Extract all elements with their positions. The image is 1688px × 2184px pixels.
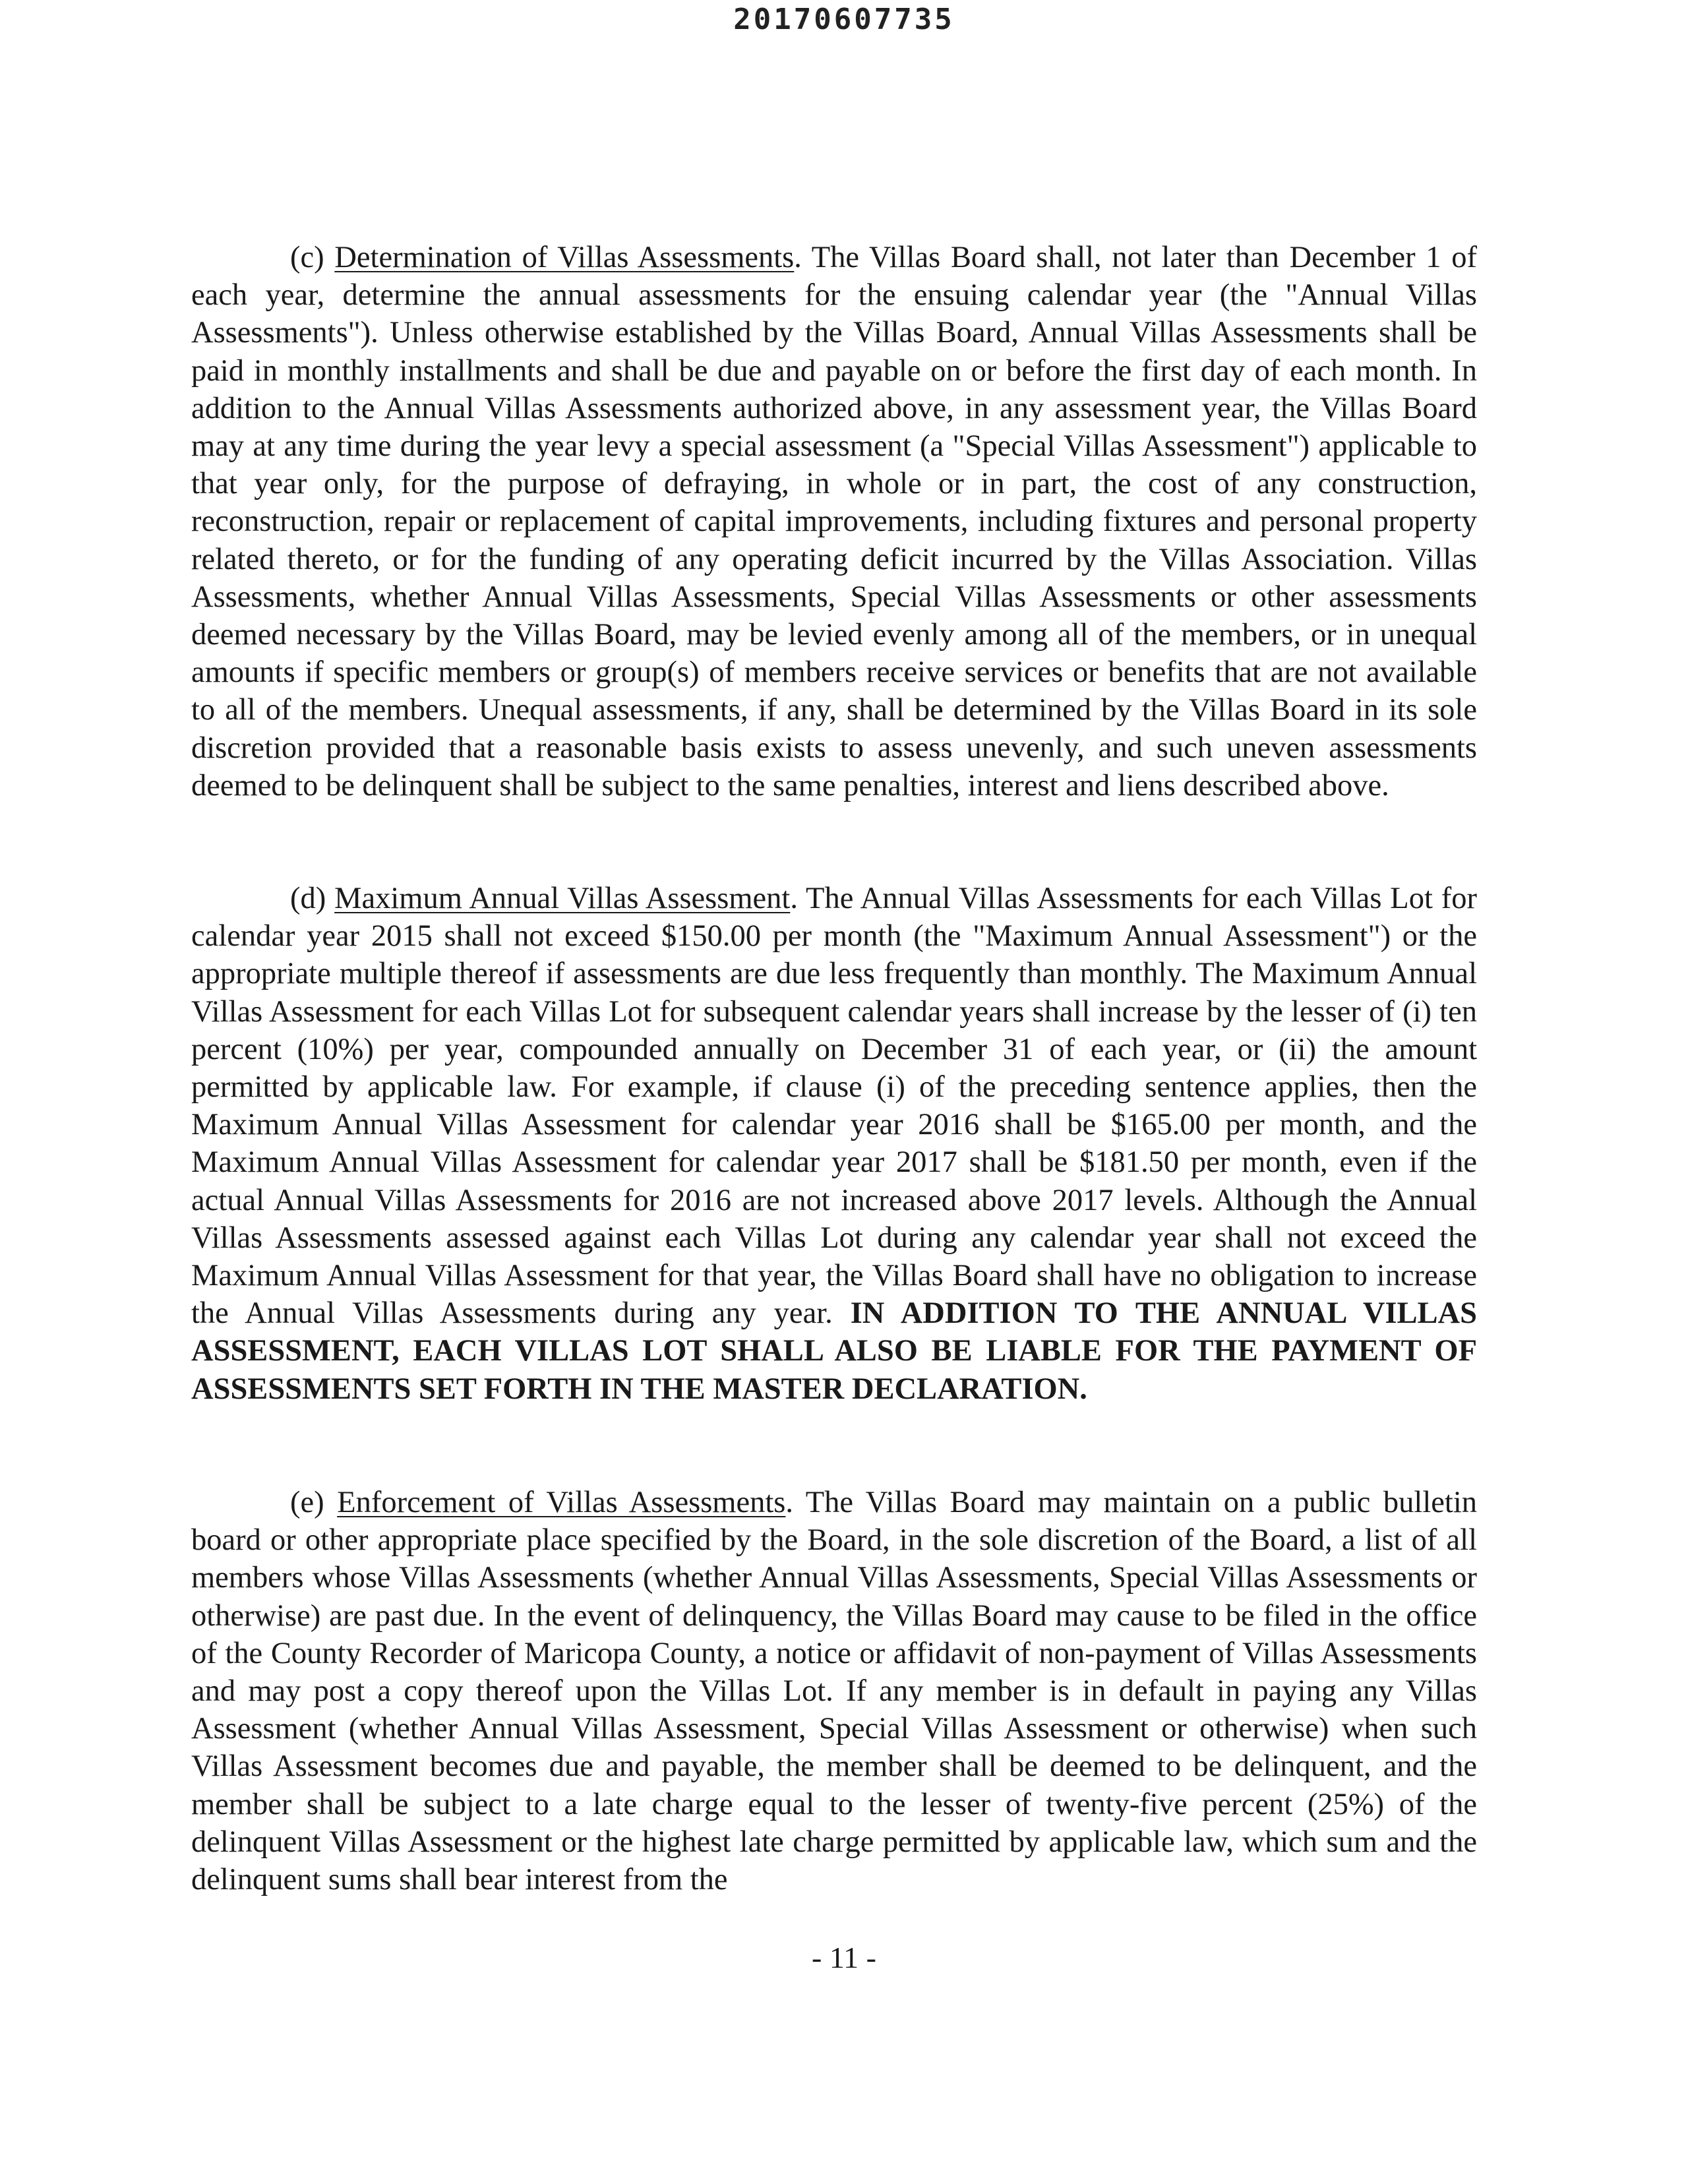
paragraph-e-label: (e) xyxy=(290,1486,324,1519)
paragraph-e xyxy=(191,1484,1477,1898)
paragraph-e-heading: Enforcement of Villas Assessments xyxy=(337,1486,786,1519)
paragraph-d-heading: Maximum Annual Villas Assessment xyxy=(334,882,791,915)
paragraph-c-label: (c) xyxy=(290,241,324,274)
paragraph-d-bold-notice: IN ADDITION TO THE ANNUAL VILLAS ASSESSMENT, EACH VILLAS LOT SHALL ALSO BE LIABLE FOR THE PAYMENT OF ASSESSMENTS SET FORTH IN THE MASTER DECLARATION. xyxy=(191,1296,1478,1406)
page-number: - 11 - xyxy=(812,1941,876,1974)
document-number: 20170607735 xyxy=(733,3,955,36)
paragraph-d-label: (d) xyxy=(290,882,326,915)
paragraph-c-text: . The Villas Board shall, not later than December 1 of each year, determine the annual assessments for the ensuing calendar year (the "Annual Villas Assessments"). Unless otherwise established by the Villas Board, Annual Villas Assessments shall be paid in monthly installments and shall be due and payable on or before the first day of each month. In addition to the Annual Villas Assessments authorized above, in any assessment year, the Villas Board may at any time during the year levy a special assessment (a "Special Villas Assessment") applicable to that year only, for the purpose of defraying, in whole or in part, the cost of any construction, reconstruction, repair or replacement of capital improvements, including fixtures and personal property related thereto, or for the funding of any operating deficit incurred by the Villas Association. Villas Assessments, whether Annual Villas Assessments, Special Villas Assessments or other assessments deemed necessary by the Villas Board, may be levied evenly among all of the members, or in unequal amounts if specific members or group(s) of members receive services or benefits that are not available to all of the members. Unequal assessments, if any, shall be determined by the Villas Board in its sole discretion provided that a reasonable basis exists to assess unevenly, and such uneven assessments deemed to be delinquent shall be subject to the same penalties, interest and liens described above. xyxy=(191,241,1477,803)
paragraph-c-heading: Determination of Villas Assessments xyxy=(334,241,795,274)
paragraph-d-text: . The Annual Villas Assessments for each Villas Lot for calendar year 2015 shall not exceed $150.00 per month (the "Maximum Annual Assessment") or the appropriate multiple thereof if assessments are due less frequently than monthly. The Maximum Annual Villas Assessment for each Villas Lot for subsequent calendar years shall increase by the lesser of (i) ten percent (10%) per year, compounded annually on December 31 of each year, or (ii) the amount permitted by applicable law. For example, if clause (i) of the preceding sentence applies, then the Maximum Annual Villas Assessment for calendar year 2016 shall be $165.00 per month, and the Maximum Annual Villas Assessment for calendar year 2017 shall be $181.50 per month, even if the actual Annual Villas Assessments for 2016 are not increased above 2017 levels. Although the Annual Villas Assessments assessed against each Villas Lot during any calendar year shall not exceed the Maximum Annual Villas Assessment for that year, the Villas Board shall have no obligation to increase the Annual Villas Assessments during any year. xyxy=(191,882,1478,1331)
paragraph-d xyxy=(191,880,1477,1408)
paragraph-e-text: . The Villas Board may maintain on a public bulletin board or other appropriate place specified by the Board, in the sole discretion of the Board, a list of all members whose Villas Assessments (whether Annual Villas Assessments, Special Villas Assessments or otherwise) are past due. In the event of delinquency, the Villas Board may cause to be filed in the office of the County Recorder of Maricopa County, a notice or affidavit of non-payment of Villas Assessments and may post a copy thereof upon the Villas Lot. If any member is in default in paying any Villas Assessment (whether Annual Villas Assessment, Special Villas Assessment or otherwise) when such Villas Assessment becomes due and payable, the member shall be deemed to be delinquent, and the member shall be subject to a late charge equal to the lesser of twenty-five percent (25%) of the delinquent Villas Assessment or the highest late charge permitted by applicable law, which sum and the delinquent sums shall bear interest from the xyxy=(191,1486,1477,1897)
paragraph-c xyxy=(191,239,1477,804)
